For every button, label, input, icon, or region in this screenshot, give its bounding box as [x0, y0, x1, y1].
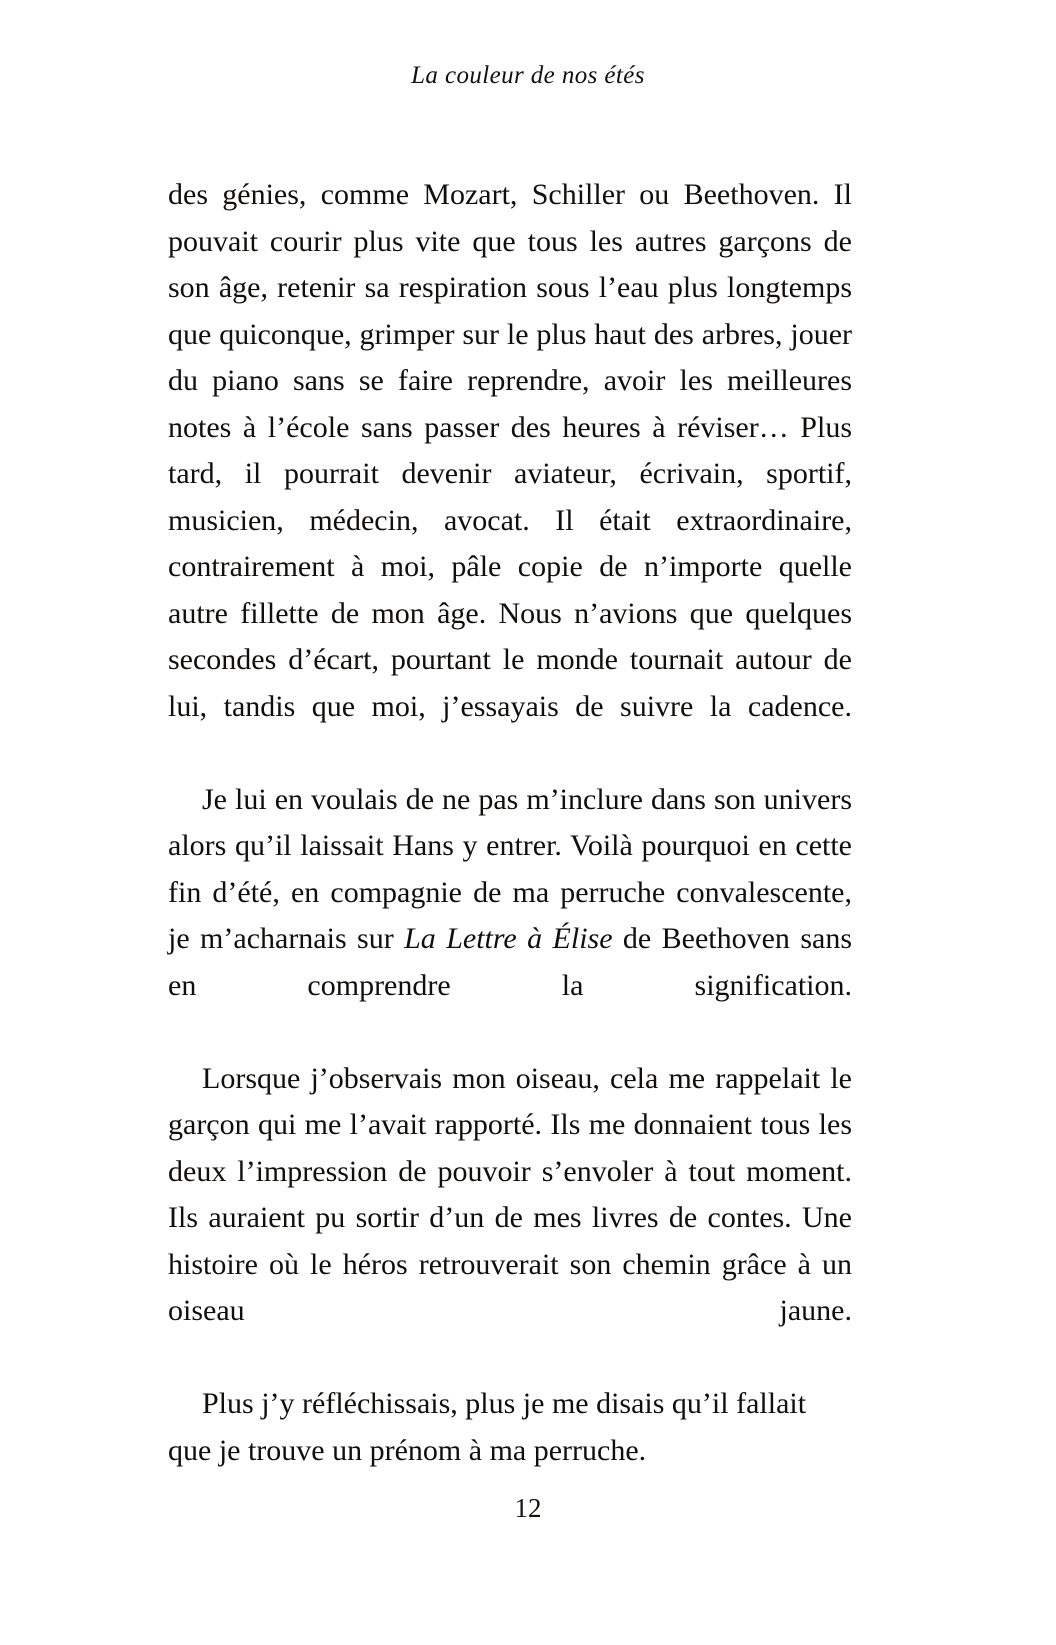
- paragraph-p3: [168, 1056, 852, 1382]
- paragraph-p4: [168, 1381, 852, 1474]
- text-run: de Beethoven sans en comprendre la signification.: [168, 922, 853, 1002]
- text-run: Je lui en voulais de ne pas m’inclure dans son univers alors qu’il laissait Hans y entrer. Voilà pourquoi en cette fin d’été, en compagnie de ma perruche convalescente, je m’acharnais sur: [168, 782, 852, 955]
- body-text: [168, 172, 852, 1474]
- text-run: des génies, comme Mozart, Schiller ou Beethoven. Il pouvait courir plus vite que tous les autres garçons de son âge, retenir sa respiration sous l’eau plus longtemps que quiconque, grimper sur le plus haut des arbres, jouer du piano sans se faire reprendre, avoir les meilleures notes à l’école sans passer des heures à réviser… Plus tard, il pourrait devenir aviateur, écrivain, sportif, musicien, médecin, avocat. Il était extraordinaire, contrairement à moi, pâle copie de n’importe quelle autre fillette de mon âge. Nous n’avions que quelques secondes d’écart, pourtant le monde tournait autour de lui, tandis que moi, j’essayais de suivre la cadence.: [168, 178, 852, 723]
- running-head: La couleur de nos étés: [411, 62, 645, 89]
- paragraph-p1: [168, 172, 852, 777]
- paragraph-p2: [168, 777, 852, 1056]
- text-run: Lorsque j’observais mon oiseau, cela me rappelait le garçon qui me l’avait rapporté. Ils me donnaient tous les deux l’impression de pouvoir s’envoler à tout moment. Ils auraient pu sortir d’un de mes livres de contes. Une histoire où le héros retrouverait son chemin grâce à un oiseau jaune.: [168, 1061, 852, 1327]
- text-run: Plus j’y réfléchissais, plus je me disais qu’il fallait que je trouve un prénom à ma perruche.: [168, 1387, 807, 1467]
- italic-work-title: La Lettre à Élise: [404, 922, 613, 955]
- page-number: 12: [514, 1493, 542, 1523]
